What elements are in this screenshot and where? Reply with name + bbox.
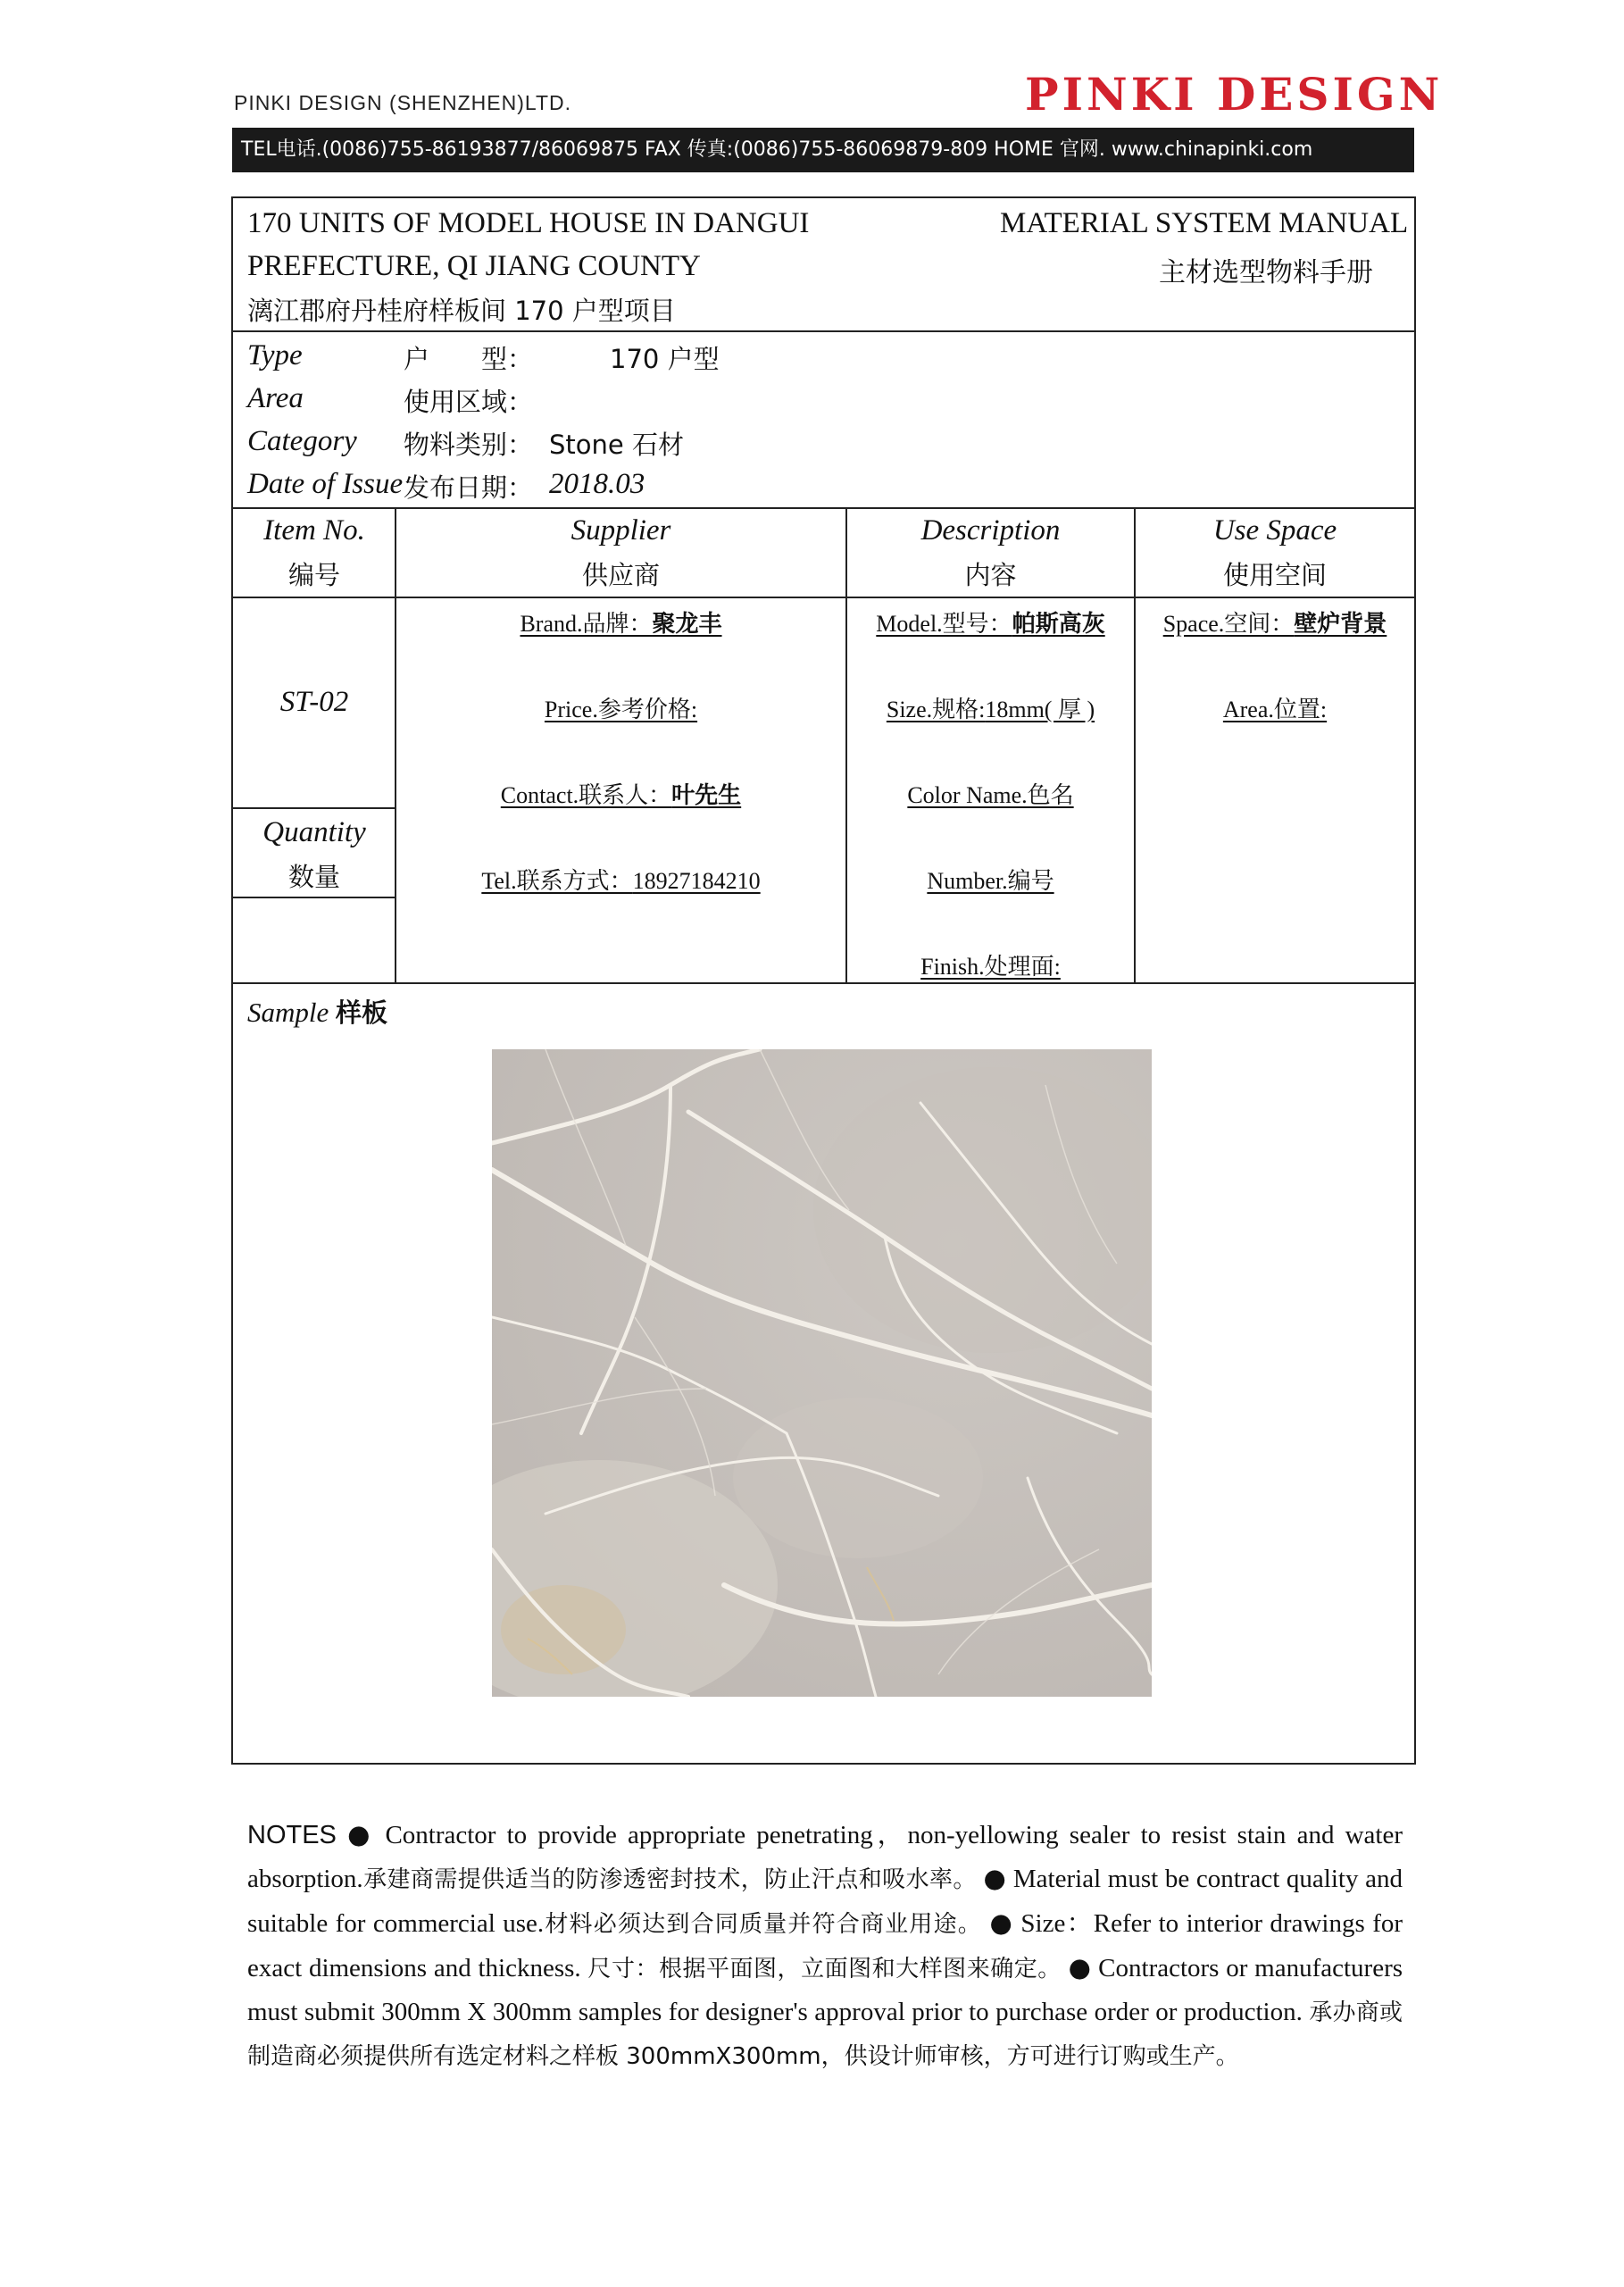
col-header-use-space-cn: 使用空间	[1222, 560, 1327, 590]
marble-sample-image	[492, 1049, 1152, 1697]
brand-logo: PINKI DESIGN	[1025, 68, 1444, 121]
note-3-cn: 尺寸：根据平面图，立面图和大样图来确定。	[587, 1956, 1062, 1982]
note-2: Material must be contract quality and suitable for commercial use.	[247, 1865, 1403, 1938]
quantity-label: Quantity	[262, 816, 366, 848]
space-area	[1136, 691, 1414, 724]
category-label-cn: 物料类别：	[404, 430, 534, 460]
supplier-tel-value: 18927184210	[632, 868, 761, 894]
manual-title-en: MATERIAL SYSTEM MANUAL	[1000, 207, 1409, 239]
note-4-cn: 承办商或制造商必须提供所有选定材料之样板 300mmX300mm，供设计师审核，方可进行订购或生产。	[247, 1999, 1403, 2070]
bullet-icon: ●	[347, 1819, 375, 1849]
space-space	[1136, 605, 1414, 639]
space-area-label: Area.位置:	[1222, 697, 1328, 722]
area-label-cn: 使用区域：	[404, 387, 534, 417]
desc-number-label: Number.编号	[927, 868, 1054, 894]
desc-size-value: 18mm( 厚 )	[985, 697, 1095, 722]
type-label-cn: 户 型：	[404, 344, 534, 374]
supplier-brand-label: Brand.品牌：	[520, 611, 653, 637]
supplier-brand-value: 聚龙丰	[652, 611, 722, 638]
supplier-tel	[396, 863, 845, 896]
divider	[231, 597, 1416, 598]
desc-finish-label: Finish.处理面:	[920, 954, 1061, 980]
supplier-tel-label: Tel.联系方式：	[481, 868, 633, 894]
note-2-cn: 材料必须达到合同质量并符合商业用途。	[544, 1911, 982, 1938]
category-label: Category	[247, 425, 357, 457]
supplier-price	[396, 691, 845, 724]
sample-label-en: Sample	[247, 997, 329, 1028]
bullet-icon: ●	[983, 1863, 1007, 1893]
date-label: Date of Issue	[247, 468, 404, 500]
col-header-description-cn: 内容	[964, 560, 1017, 590]
bullet-icon: ●	[989, 1907, 1013, 1938]
note-1-cn: 承建商需提供适当的防渗透密封技术，防止汗点和吸水率。	[362, 1866, 977, 1893]
desc-color-name	[847, 777, 1134, 810]
project-title-line2: PREFECTURE, QI JIANG COUNTY	[247, 250, 701, 282]
category-value: Stone 石材	[549, 430, 684, 460]
desc-model	[847, 605, 1134, 639]
note-1: Contractor to provide appropriate penetrating，non-yellowing sealer to resist stain and water absorption.	[247, 1821, 1403, 1893]
company-name: PINKI DESIGN (SHENZHEN)LTD.	[234, 91, 571, 114]
note-3: Size：Refer to interior drawings for exact dimensions and thickness.	[247, 1909, 1403, 1982]
desc-size-label: Size.规格:	[886, 697, 986, 722]
desc-finish	[847, 948, 1134, 981]
notes	[247, 1813, 1403, 2078]
desc-size	[847, 691, 1134, 724]
supplier-price-label: Price.参考价格:	[544, 697, 698, 722]
col-header-item: Item No.	[263, 514, 365, 547]
project-title-cn: 漓江郡府丹桂府样板间 170 户型项目	[247, 296, 676, 326]
space-space-value: 壁炉背景	[1294, 611, 1387, 638]
divider	[231, 897, 395, 898]
supplier-contact-value: 叶先生	[671, 782, 742, 809]
col-header-use-space: Use Space	[1212, 514, 1337, 547]
date-value: 2018.03	[549, 468, 645, 500]
divider	[231, 507, 1416, 509]
supplier-brand	[396, 605, 845, 639]
divider	[231, 807, 395, 809]
space-space-label: Space.空间：	[1162, 611, 1295, 637]
desc-number	[847, 863, 1134, 896]
col-header-supplier-cn: 供应商	[581, 560, 660, 590]
col-header-description: Description	[920, 514, 1061, 547]
divider	[231, 982, 1416, 984]
desc-model-value: 帕斯高灰	[1012, 611, 1105, 638]
sample-label	[247, 993, 387, 1030]
notes-lead: NOTES	[247, 1821, 337, 1849]
sample-label-cn: 样板	[336, 997, 388, 1028]
area-label: Area	[247, 382, 304, 414]
type-label: Type	[247, 339, 303, 371]
divider	[231, 330, 1416, 332]
desc-model-label: Model.型号：	[876, 611, 1012, 637]
item-number: ST-02	[279, 686, 349, 718]
supplier-contact-label: Contact.联系人：	[500, 782, 672, 808]
supplier-contact	[396, 777, 845, 810]
note-4: Contractors or manufacturers must submit 300mm X 300mm samples for designer's approval prior to purchase order or production.	[247, 1954, 1403, 2026]
desc-color-name-label: Color Name.色名	[907, 782, 1074, 808]
date-label-cn: 发布日期：	[404, 472, 534, 503]
project-title-line1: 170 UNITS OF MODEL HOUSE IN DANGUI	[247, 207, 810, 239]
bullet-icon: ●	[1068, 1952, 1092, 1982]
type-value: 170 户型	[610, 344, 720, 374]
quantity-label-cn: 数量	[287, 862, 340, 892]
contact-bar: TEL电话.(0086)755-86193877/86069875 FAX 传真:(0086)755-86069879-809 HOME 官网. www.chinapinki.com	[232, 128, 1414, 172]
col-header-item-cn: 编号	[287, 560, 340, 590]
col-header-supplier: Supplier	[570, 514, 671, 547]
manual-title-cn: 主材选型物料手册	[1159, 257, 1373, 288]
